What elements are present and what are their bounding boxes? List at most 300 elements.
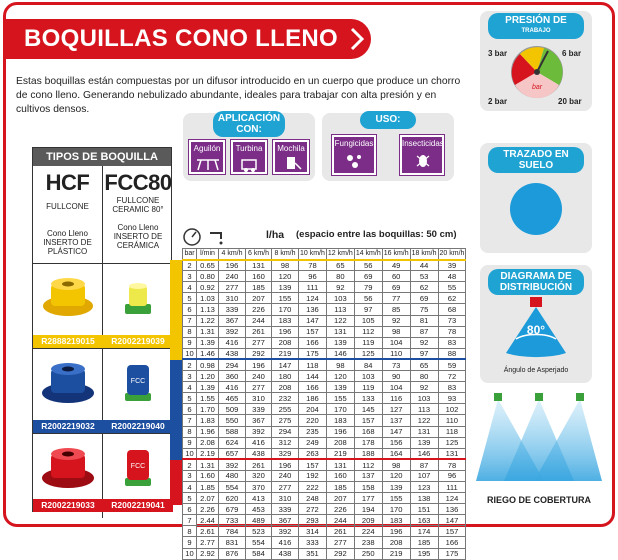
uso-title: USO: — [360, 111, 416, 129]
table-cell: 166 — [299, 337, 327, 348]
table-row — [183, 404, 466, 415]
table-header-cell: l/min — [197, 249, 219, 260]
table-cell: 465 — [219, 393, 246, 404]
table-cell: 238 — [354, 537, 382, 548]
table-row — [183, 426, 466, 437]
table-cell: 195 — [410, 548, 438, 559]
table-cell: 166 — [299, 382, 327, 393]
table-cell: 392 — [219, 459, 246, 470]
table-cell: 157 — [438, 526, 466, 537]
table-cell: 78 — [299, 260, 327, 271]
table-cell: 392 — [272, 526, 299, 537]
table-cell: 831 — [219, 537, 246, 548]
table-cell: 0.80 — [197, 271, 219, 282]
table-cell: 118 — [299, 359, 327, 370]
table-cell: 158 — [354, 481, 382, 492]
table-cell: 156 — [382, 437, 410, 448]
table-cell: 10 — [183, 548, 197, 559]
table-header-cell: 20 km/h — [438, 249, 466, 260]
table-cell: 554 — [219, 481, 246, 492]
table-cell: 1.31 — [197, 459, 219, 470]
trazado-panel — [480, 143, 592, 253]
table-cell: 127 — [382, 404, 410, 415]
table-cell: 96 — [299, 271, 327, 282]
table-cell: 204 — [299, 404, 327, 415]
table-cell: 85 — [382, 304, 410, 315]
code-fcc80-yellow: R2002219039 — [103, 335, 173, 348]
table-cell: 56 — [354, 260, 382, 271]
table-cell: 112 — [354, 459, 382, 470]
table-cell: 147 — [299, 315, 327, 326]
presion-2bar: 2 bar — [488, 97, 508, 106]
table-cell: 79 — [354, 282, 382, 293]
table-cell: 146 — [410, 448, 438, 459]
table-cell: 1.03 — [197, 293, 219, 304]
table-cell: 550 — [219, 415, 246, 426]
table-cell: 80 — [326, 271, 354, 282]
table-row — [183, 493, 466, 504]
table-cell: 255 — [272, 404, 299, 415]
table-cell: 136 — [438, 504, 466, 515]
table-cell: 151 — [410, 504, 438, 515]
table-cell: 1.60 — [197, 470, 219, 481]
table-cell: 292 — [246, 348, 272, 359]
table-cell: 554 — [246, 537, 272, 548]
table-cell: 310 — [272, 493, 299, 504]
table-cell: 392 — [246, 426, 272, 437]
table-cell: 0.65 — [197, 260, 219, 271]
table-cell: 175 — [299, 348, 327, 359]
svg-text:FCC: FCC — [130, 378, 146, 385]
table-cell: 235 — [299, 426, 327, 437]
table-header-cell: 4 km/h — [219, 249, 246, 260]
table-cell: 1.13 — [197, 304, 219, 315]
table-cell: 97 — [410, 348, 438, 359]
table-cell: 2.19 — [197, 448, 219, 459]
table-cell: 81 — [410, 315, 438, 326]
table-cell: 92 — [326, 282, 354, 293]
table-cell: 2.77 — [197, 537, 219, 548]
table-cell: 226 — [326, 504, 354, 515]
table-cell: 248 — [299, 493, 327, 504]
table-row — [183, 382, 466, 393]
table-row — [183, 437, 466, 448]
table-cell: 339 — [246, 404, 272, 415]
table-cell: 53 — [410, 271, 438, 282]
table-cell: 97 — [354, 304, 382, 315]
table-cell: 588 — [219, 426, 246, 437]
table-cell: 263 — [299, 448, 327, 459]
table-cell: 416 — [219, 337, 246, 348]
table-cell: 131 — [410, 426, 438, 437]
mochila-icon: Mochila — [273, 140, 309, 174]
table-cell: 157 — [299, 326, 327, 337]
table-cell: 367 — [219, 315, 246, 326]
table-cell: 137 — [354, 470, 382, 481]
table-cell: 183 — [382, 515, 410, 526]
table-cell: 110 — [438, 415, 466, 426]
table-cell: 277 — [272, 481, 299, 492]
hcf-sub: FULLCONE — [46, 202, 89, 211]
table-cell: 784 — [219, 526, 246, 537]
table-cell: 5 — [183, 393, 197, 404]
table-cell: 69 — [354, 271, 382, 282]
table-cell: 138 — [410, 493, 438, 504]
table-cell: 277 — [246, 382, 272, 393]
table-row — [183, 293, 466, 304]
table-cell: 111 — [438, 481, 466, 492]
table-cell: 4 — [183, 481, 197, 492]
table-cell: 2.44 — [197, 515, 219, 526]
table-cell: 367 — [246, 415, 272, 426]
table-cell: 219 — [326, 448, 354, 459]
table-cell: 139 — [272, 282, 299, 293]
table-cell: 294 — [272, 426, 299, 437]
table-cell: 310 — [219, 293, 246, 304]
insecticidas-icon: Insecticidas — [400, 135, 444, 175]
table-cell: 333 — [299, 537, 327, 548]
aguilon-icon: Aguilón — [189, 140, 225, 174]
table-cell: 90 — [382, 371, 410, 382]
presion-panel — [480, 11, 592, 111]
table-cell: 139 — [326, 382, 354, 393]
table-cell: 272 — [299, 504, 327, 515]
table-cell: 78 — [438, 459, 466, 470]
table-cell: 124 — [438, 493, 466, 504]
table-row — [183, 415, 466, 426]
aplicacion-panel — [183, 113, 315, 181]
hcf-line2: INSERTO DE PLÁSTICO — [43, 238, 92, 256]
table-cell: 367 — [272, 515, 299, 526]
table-cell: 8 — [183, 326, 197, 337]
table-cell: 219 — [382, 548, 410, 559]
table-cell: 39 — [438, 260, 466, 271]
table-cell: 224 — [354, 526, 382, 537]
table-row — [183, 282, 466, 293]
table-cell: 73 — [438, 315, 466, 326]
table-cell: 277 — [219, 282, 246, 293]
table-cell: 489 — [246, 515, 272, 526]
table-cell: 177 — [354, 493, 382, 504]
table-cell: 1.39 — [197, 337, 219, 348]
table-cell: 146 — [326, 348, 354, 359]
presion-center: bar — [532, 84, 543, 91]
table-cell: 360 — [219, 371, 246, 382]
table-cell: 438 — [219, 348, 246, 359]
table-cell: 2.92 — [197, 548, 219, 559]
diagrama-caption: Ángulo de Asperjado — [503, 367, 569, 374]
table-cell: 208 — [272, 337, 299, 348]
table-cell: 147 — [382, 426, 410, 437]
table-cell: 2.07 — [197, 493, 219, 504]
table-cell: 207 — [326, 493, 354, 504]
table-cell: 244 — [326, 515, 354, 526]
table-cell: 107 — [410, 470, 438, 481]
table-header-cell: 6 km/h — [246, 249, 272, 260]
table-cell: 113 — [410, 404, 438, 415]
table-cell: 155 — [272, 293, 299, 304]
table-cell: 4 — [183, 382, 197, 393]
table-cell: 163 — [410, 515, 438, 526]
diagrama-title: DIAGRAMA DE DISTRIBUCIÓN — [488, 269, 584, 295]
table-cell: 185 — [410, 537, 438, 548]
table-cell: 620 — [219, 493, 246, 504]
table-cell: 3 — [183, 371, 197, 382]
table-cell: 2 — [183, 359, 197, 370]
table-cell: 65 — [410, 359, 438, 370]
table-cell: 120 — [382, 470, 410, 481]
table-row — [183, 470, 466, 481]
table-cell: 438 — [272, 548, 299, 559]
table-cell: 103 — [410, 393, 438, 404]
side-bar-red — [170, 460, 182, 505]
table-cell: 9 — [183, 337, 197, 348]
table-cell: 192 — [299, 470, 327, 481]
diagrama-angle: 80° — [526, 323, 546, 337]
table-cell: 876 — [219, 548, 246, 559]
fcc80-line2: INSERTO DE CERÁMICA — [113, 232, 163, 250]
table-cell: 155 — [382, 493, 410, 504]
side-bar-blue — [170, 360, 182, 460]
table-cell: 9 — [183, 537, 197, 548]
table-cell: 392 — [219, 326, 246, 337]
table-cell: 113 — [326, 304, 354, 315]
table-cell: 222 — [299, 481, 327, 492]
table-cell: 44 — [410, 260, 438, 271]
table-header-cell: 16 km/h — [382, 249, 410, 260]
table-cell: 125 — [438, 437, 466, 448]
table-cell: 196 — [326, 426, 354, 437]
presion-title: PRESIÓN DE TRABAJO — [488, 13, 584, 39]
hcf-column — [33, 166, 103, 263]
table-cell: 123 — [410, 481, 438, 492]
table-cell: 244 — [246, 315, 272, 326]
table-cell: 9 — [183, 437, 197, 448]
table-cell: 116 — [382, 393, 410, 404]
spacing-label: (espacio entre las boquillas: 50 cm) — [296, 229, 457, 240]
code-hcf-blue: R2002219032 — [33, 420, 103, 433]
table-cell: 249 — [299, 437, 327, 448]
table-cell: 170 — [382, 504, 410, 515]
table-cell: 416 — [219, 382, 246, 393]
table-cell: 624 — [219, 437, 246, 448]
fcc80-line1: Cono Lleno — [117, 223, 159, 232]
table-cell: 2 — [183, 260, 197, 271]
table-cell: 87 — [410, 326, 438, 337]
fcc80-name: FCC80 — [104, 170, 172, 195]
table-cell: 78 — [438, 326, 466, 337]
table-cell: 1.96 — [197, 426, 219, 437]
table-row — [183, 271, 466, 282]
table-cell: 196 — [272, 326, 299, 337]
table-cell: 104 — [382, 382, 410, 393]
table-cell: 208 — [382, 537, 410, 548]
table-cell: 8 — [183, 526, 197, 537]
table-cell: 5 — [183, 293, 197, 304]
table-cell: 7 — [183, 315, 197, 326]
table-cell: 56 — [354, 293, 382, 304]
table-cell: 119 — [354, 382, 382, 393]
table-cell: 250 — [354, 548, 382, 559]
table-header-cell: 10 km/h — [299, 249, 327, 260]
aplicacion-title: APLICACIÓN CON: — [213, 111, 285, 137]
table-cell: 10 — [183, 448, 197, 459]
table-row — [183, 459, 466, 470]
table-cell: 65 — [326, 260, 354, 271]
table-cell: 93 — [438, 393, 466, 404]
table-cell: 96 — [438, 470, 466, 481]
page-title: BOQUILLAS CONO LLENO — [6, 19, 371, 59]
table-header-cell: 18 km/h — [410, 249, 438, 260]
table-cell: 131 — [246, 260, 272, 271]
table-cell: 314 — [299, 526, 327, 537]
table-cell: 139 — [382, 481, 410, 492]
table-cell: 69 — [410, 293, 438, 304]
table-cell: 98 — [382, 326, 410, 337]
table-header-cell: 12 km/h — [326, 249, 354, 260]
table-cell: 137 — [382, 415, 410, 426]
table-cell: 310 — [246, 393, 272, 404]
table-cell: 104 — [382, 337, 410, 348]
table-cell: 8 — [183, 426, 197, 437]
table-cell: 261 — [326, 526, 354, 537]
table-cell: 77 — [382, 293, 410, 304]
flow-table — [182, 248, 466, 560]
table-cell: 92 — [410, 337, 438, 348]
table-row — [183, 348, 466, 359]
table-cell: 175 — [438, 548, 466, 559]
table-cell: 59 — [438, 359, 466, 370]
riego-label: RIEGO DE COBERTURA — [486, 495, 591, 505]
info-card — [3, 2, 615, 559]
table-cell: 120 — [326, 371, 354, 382]
table-cell: 480 — [219, 470, 246, 481]
table-cell: 277 — [246, 337, 272, 348]
table-cell: 523 — [246, 526, 272, 537]
table-cell: 180 — [272, 371, 299, 382]
table-row — [183, 304, 466, 315]
table-cell: 10 — [183, 348, 197, 359]
table-cell: 339 — [272, 504, 299, 515]
uso-panel — [322, 113, 454, 181]
table-row — [183, 515, 466, 526]
table-cell: 293 — [299, 515, 327, 526]
table-cell: 139 — [410, 437, 438, 448]
table-cell: 2.08 — [197, 437, 219, 448]
table-cell: 208 — [326, 437, 354, 448]
table-row — [183, 359, 466, 370]
table-cell: 2.61 — [197, 526, 219, 537]
table-cell: 48 — [438, 271, 466, 282]
presion-20bar: 20 bar — [558, 97, 582, 106]
table-cell: 164 — [382, 448, 410, 459]
description: Estas boquillas están compuestas por un difusor introducido en un cuerpo que produce un chorro de cono lleno. Generando nebulizado abundante, ideales para trabajar con alta presión y en cultivos densos. — [16, 76, 461, 115]
table-cell: 131 — [326, 459, 354, 470]
presion-6bar: 6 bar — [562, 49, 582, 58]
table-cell: 1.39 — [197, 382, 219, 393]
table-cell: 111 — [299, 282, 327, 293]
table-cell: 320 — [246, 470, 272, 481]
table-cell: 1.70 — [197, 404, 219, 415]
table-cell: 275 — [272, 415, 299, 426]
table-cell: 62 — [438, 293, 466, 304]
table-cell: 329 — [272, 448, 299, 459]
table-cell: 240 — [272, 470, 299, 481]
hcf-line1: Cono Lleno — [47, 229, 88, 238]
code-hcf-red: R2002219033 — [33, 499, 103, 512]
table-cell: 160 — [326, 470, 354, 481]
presion-3bar: 3 bar — [488, 49, 508, 58]
table-cell: 196 — [272, 459, 299, 470]
table-cell: 3 — [183, 271, 197, 282]
table-cell: 207 — [246, 293, 272, 304]
table-cell: 98 — [382, 459, 410, 470]
table-cell: 261 — [246, 459, 272, 470]
svg-text:FCC: FCC — [130, 463, 146, 470]
table-cell: 122 — [326, 315, 354, 326]
table-cell: 0.98 — [197, 359, 219, 370]
table-cell: 339 — [219, 304, 246, 315]
table-cell: 292 — [326, 548, 354, 559]
table-cell: 277 — [326, 537, 354, 548]
table-cell: 120 — [272, 271, 299, 282]
chevron-right-icon — [349, 27, 365, 51]
table-cell: 170 — [326, 404, 354, 415]
table-cell: 92 — [410, 382, 438, 393]
table-cell: 209 — [354, 515, 382, 526]
table-cell: 413 — [246, 493, 272, 504]
table-cell: 147 — [272, 359, 299, 370]
ground-pattern-circle — [510, 183, 562, 235]
table-cell: 133 — [354, 393, 382, 404]
table-cell: 232 — [272, 393, 299, 404]
table-cell: 122 — [410, 415, 438, 426]
table-cell: 124 — [299, 293, 327, 304]
table-row — [183, 481, 466, 492]
table-cell: 453 — [246, 504, 272, 515]
table-row — [183, 326, 466, 337]
table-cell: 6 — [183, 404, 197, 415]
table-cell: 145 — [354, 404, 382, 415]
table-cell: 6 — [183, 304, 197, 315]
table-cell: 7 — [183, 515, 197, 526]
table-cell: 196 — [246, 359, 272, 370]
table-cell: 1.55 — [197, 393, 219, 404]
table-cell: 509 — [219, 404, 246, 415]
table-cell: 196 — [219, 260, 246, 271]
table-cell: 4 — [183, 282, 197, 293]
table-row — [183, 260, 466, 271]
fungicidas-icon: Fungicidas — [332, 135, 376, 175]
table-cell: 73 — [382, 359, 410, 370]
trazado-title: TRAZADO EN SUELO — [488, 147, 584, 173]
table-cell: 1.46 — [197, 348, 219, 359]
table-cell: 136 — [299, 304, 327, 315]
table-header-cell: 8 km/h — [272, 249, 299, 260]
table-cell: 160 — [246, 271, 272, 282]
table-cell: 88 — [438, 348, 466, 359]
table-row — [183, 337, 466, 348]
table-header-cell: 14 km/h — [354, 249, 382, 260]
table-row — [183, 393, 466, 404]
side-bar-yellow — [170, 260, 182, 360]
table-cell: 220 — [299, 415, 327, 426]
table-cell: 294 — [219, 359, 246, 370]
table-cell: 185 — [326, 481, 354, 492]
table-cell: 68 — [438, 304, 466, 315]
table-cell: 312 — [272, 437, 299, 448]
code-fcc80-blue: R2002219040 — [103, 420, 173, 433]
